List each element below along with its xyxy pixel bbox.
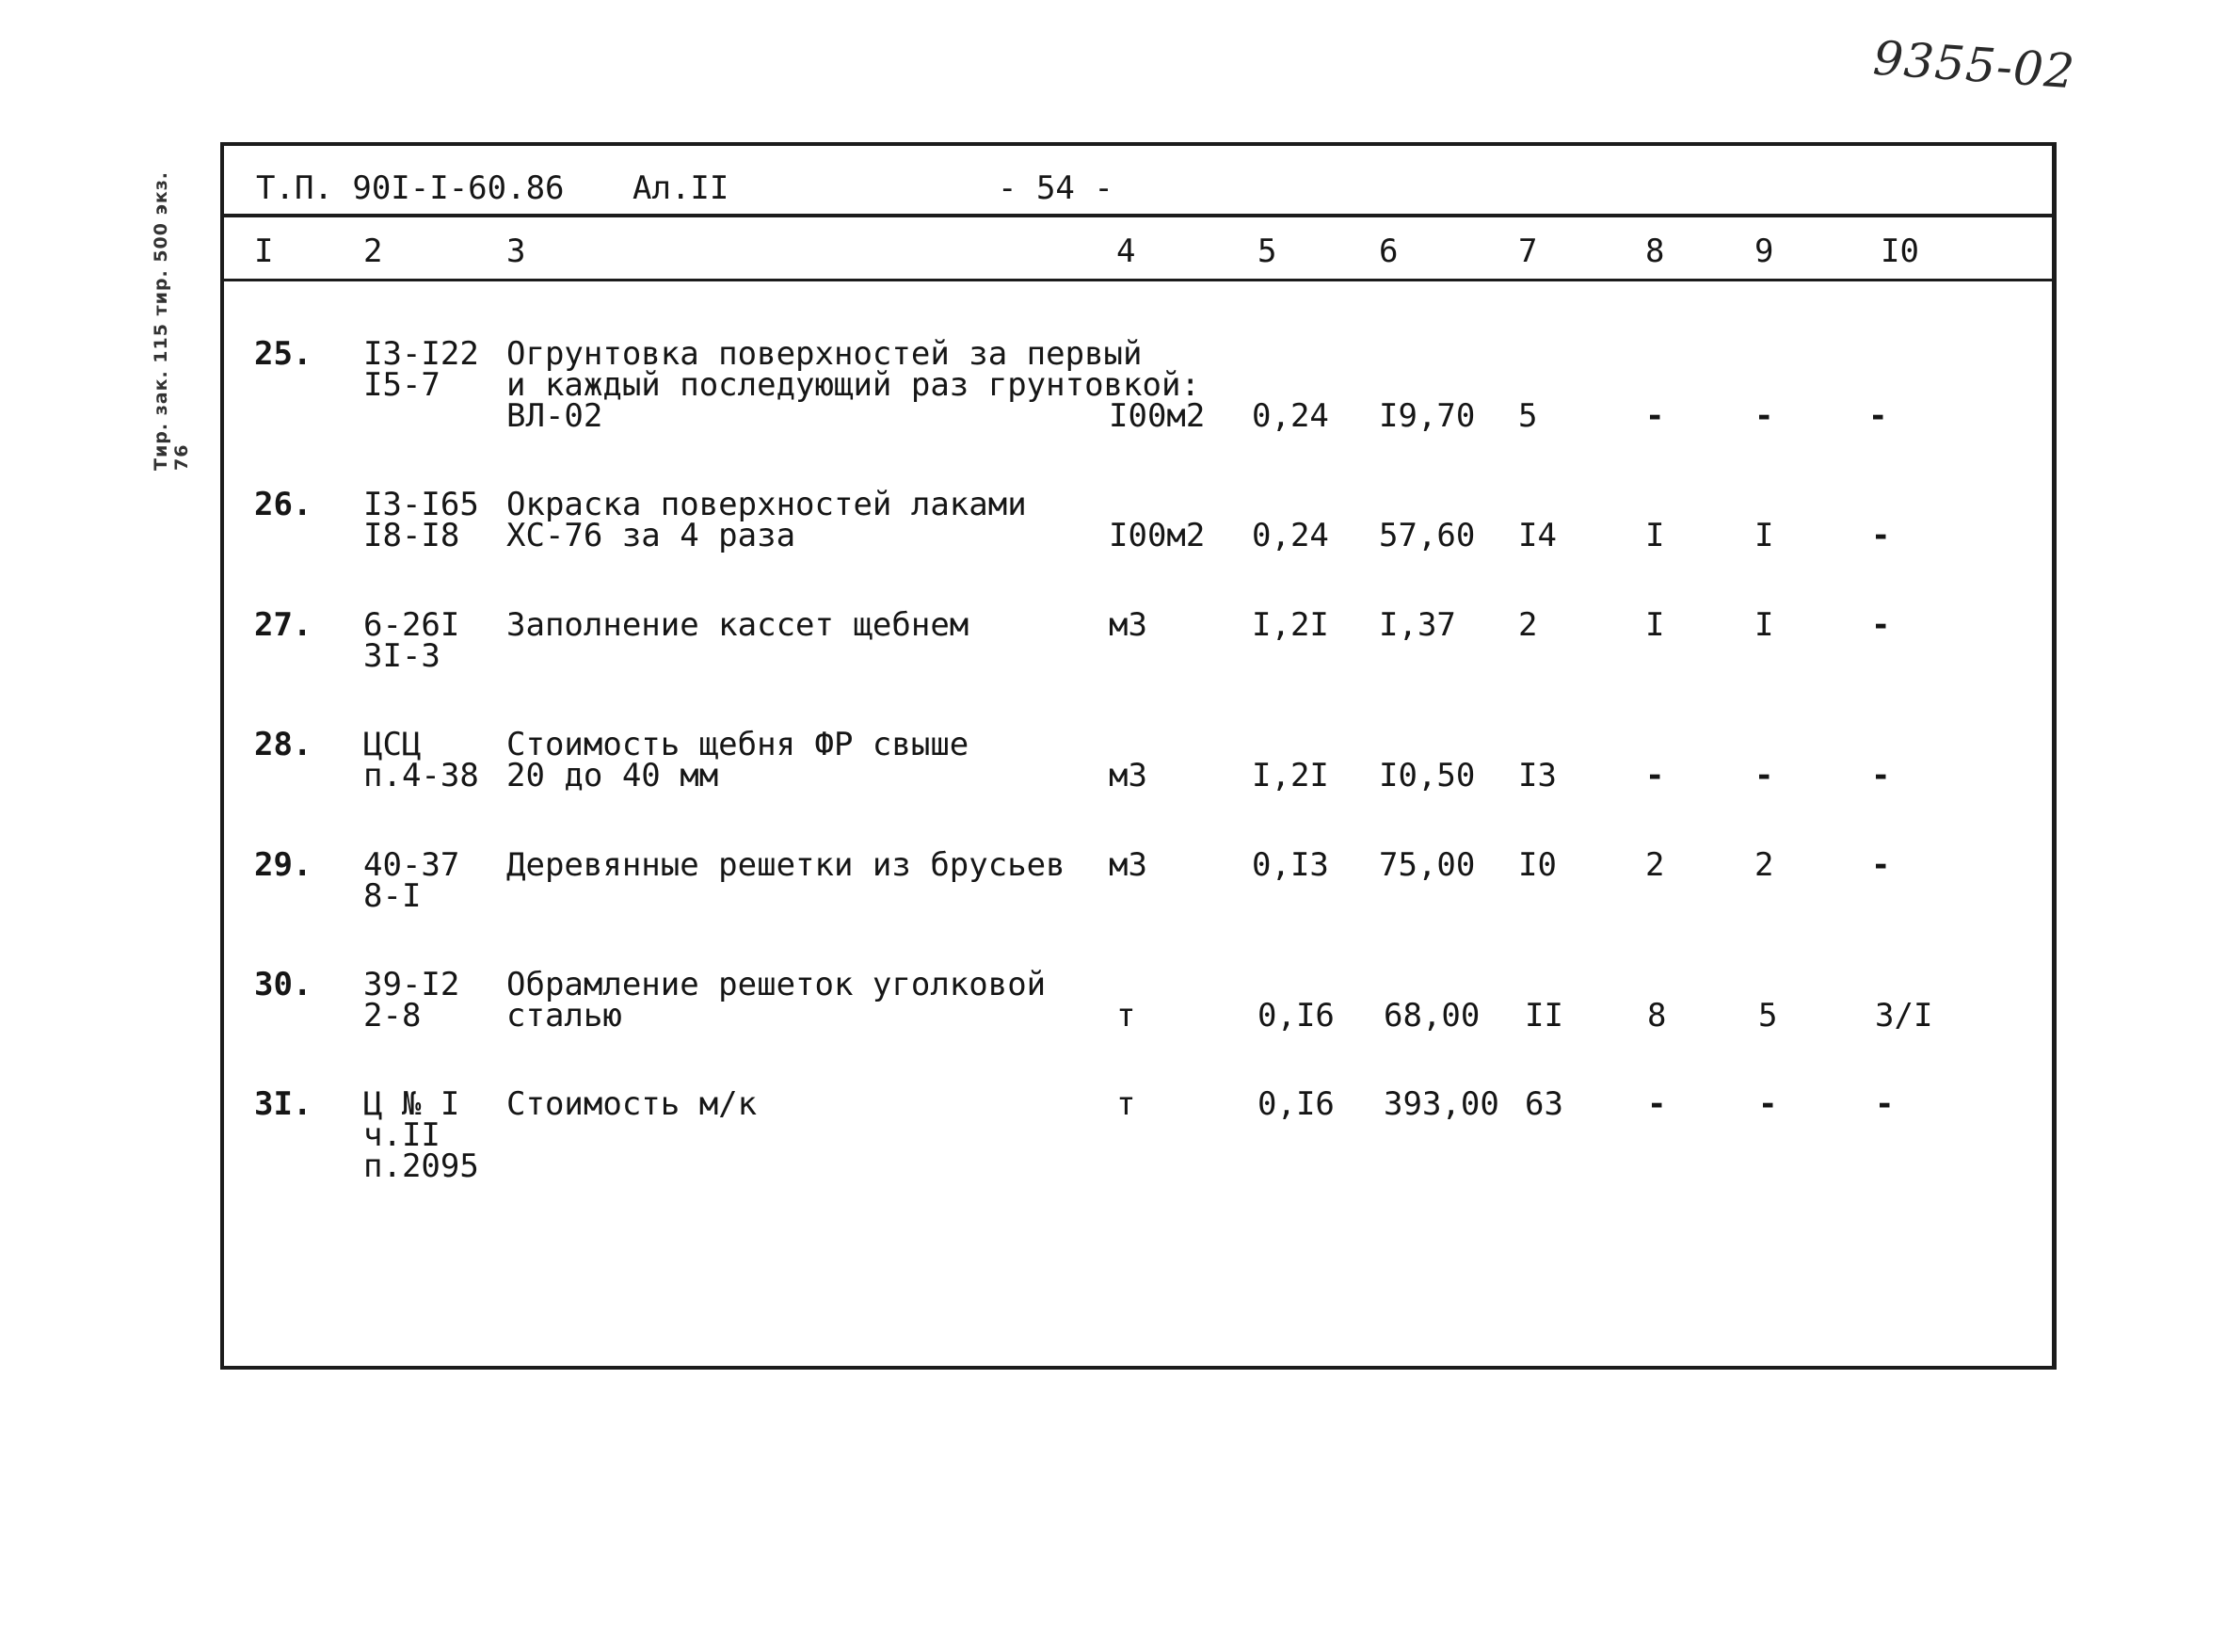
value-col-8: I <box>1645 606 1665 644</box>
value-col-9: - <box>1754 757 1774 794</box>
column-header: 8 <box>1645 233 1665 270</box>
column-header: 5 <box>1257 233 1277 270</box>
work-description: Обрамление решеток уголковой сталью <box>506 966 1047 1035</box>
value-col-10: - <box>1871 606 1891 644</box>
value-col-8: 2 <box>1645 846 1665 884</box>
value-col-6: 75,00 <box>1379 846 1476 884</box>
norm-code: 40-37 8-I <box>363 846 460 915</box>
norm-code: I3-I22 I5-7 <box>363 335 479 404</box>
value-col-6: 393,00 <box>1384 1085 1499 1123</box>
table-row <box>0 966 2226 1083</box>
norm-code: ЦСЦ п.4-38 <box>363 726 479 794</box>
value-col-6: I9,70 <box>1379 397 1476 435</box>
unit: I00м2 <box>1109 397 1206 435</box>
row-number: 3I. <box>254 1085 312 1123</box>
unit: т <box>1116 1085 1136 1123</box>
norm-code: I3-I65 I8-I8 <box>363 486 479 554</box>
work-description: Огрунтовка поверхностей за первый и каждый последующий раз грунтовкой: ВЛ-02 <box>506 335 1200 435</box>
value-col-10: 3/I <box>1875 997 1933 1035</box>
row-number: 29. <box>254 846 312 884</box>
unit: м3 <box>1109 606 1147 644</box>
table-row <box>0 486 2226 602</box>
column-header: I0 <box>1881 233 1919 270</box>
row-number: 30. <box>254 966 312 1003</box>
value-col-6: I0,50 <box>1379 757 1476 794</box>
norm-code: 39-I2 2-8 <box>363 966 460 1035</box>
column-header: 2 <box>363 233 383 270</box>
value-col-10: - <box>1875 1085 1895 1123</box>
table-row <box>0 606 2226 723</box>
table-row <box>0 846 2226 963</box>
value-col-10: - <box>1871 517 1891 554</box>
column-header: 9 <box>1754 233 1774 270</box>
work-description: Стоимость щебня ФР свыше 20 до 40 мм <box>506 726 969 794</box>
norm-code: Ц № I ч.II п.2095 <box>363 1085 479 1185</box>
value-col-10: - <box>1871 757 1891 794</box>
row-number: 25. <box>254 335 312 373</box>
quantity: I,2I <box>1252 757 1329 794</box>
column-header: 7 <box>1518 233 1538 270</box>
column-header-divider <box>220 279 2057 281</box>
table-row <box>0 1085 2226 1202</box>
unit: т <box>1116 997 1136 1035</box>
value-col-9: I <box>1754 606 1774 644</box>
row-number: 26. <box>254 486 312 523</box>
unit: I00м2 <box>1109 517 1206 554</box>
value-col-7: 5 <box>1518 397 1538 435</box>
row-number: 27. <box>254 606 312 644</box>
column-header: 6 <box>1379 233 1399 270</box>
quantity: 0,24 <box>1252 517 1329 554</box>
document-code: Т.П. 90I-I-60.86 <box>256 169 565 207</box>
value-col-8: - <box>1645 397 1665 435</box>
value-col-7: 63 <box>1525 1085 1563 1123</box>
value-col-9: - <box>1754 397 1774 435</box>
quantity: 0,I6 <box>1257 997 1335 1035</box>
value-col-6: 57,60 <box>1379 517 1476 554</box>
column-header: 3 <box>506 233 526 270</box>
value-col-10: - <box>1868 397 1888 435</box>
unit: м3 <box>1109 757 1147 794</box>
handwritten-document-number: 9355-02 <box>1871 30 2077 100</box>
quantity: I,2I <box>1252 606 1329 644</box>
page-number: - 54 - <box>998 169 1113 207</box>
value-col-7: 2 <box>1518 606 1538 644</box>
value-col-6: 68,00 <box>1384 997 1481 1035</box>
side-print-stamp: Тир. зак. 115 тир. 500 экз. 76 <box>151 170 192 471</box>
value-col-7: II <box>1525 997 1563 1035</box>
norm-code: 6-26I 3I-3 <box>363 606 460 675</box>
value-col-7: I0 <box>1518 846 1557 884</box>
value-col-9: 5 <box>1758 997 1778 1035</box>
table-row <box>0 335 2226 452</box>
work-description: Заполнение кассет щебнем <box>506 606 969 644</box>
work-description: Окраска поверхностей лаками ХС-76 за 4 раза <box>506 486 1027 554</box>
quantity: 0,I3 <box>1252 846 1329 884</box>
row-number: 28. <box>254 726 312 763</box>
value-col-8: I <box>1645 517 1665 554</box>
quantity: 0,24 <box>1252 397 1329 435</box>
value-col-7: I4 <box>1518 517 1557 554</box>
value-col-7: I3 <box>1518 757 1557 794</box>
value-col-8: 8 <box>1647 997 1667 1035</box>
value-col-9: 2 <box>1754 846 1774 884</box>
value-col-8: - <box>1647 1085 1667 1123</box>
column-header: I <box>254 233 274 270</box>
table-row <box>0 726 2226 842</box>
column-header: 4 <box>1116 233 1136 270</box>
value-col-9: I <box>1754 517 1774 554</box>
value-col-9: - <box>1758 1085 1778 1123</box>
work-description: Деревянные решетки из брусьев <box>506 846 1065 884</box>
unit: м3 <box>1109 846 1147 884</box>
value-col-8: - <box>1645 757 1665 794</box>
value-col-6: I,37 <box>1379 606 1456 644</box>
album-label: Ал.II <box>633 169 729 207</box>
quantity: 0,I6 <box>1257 1085 1335 1123</box>
work-description: Стоимость м/к <box>506 1085 758 1123</box>
value-col-10: - <box>1871 846 1891 884</box>
header-divider <box>220 214 2057 217</box>
